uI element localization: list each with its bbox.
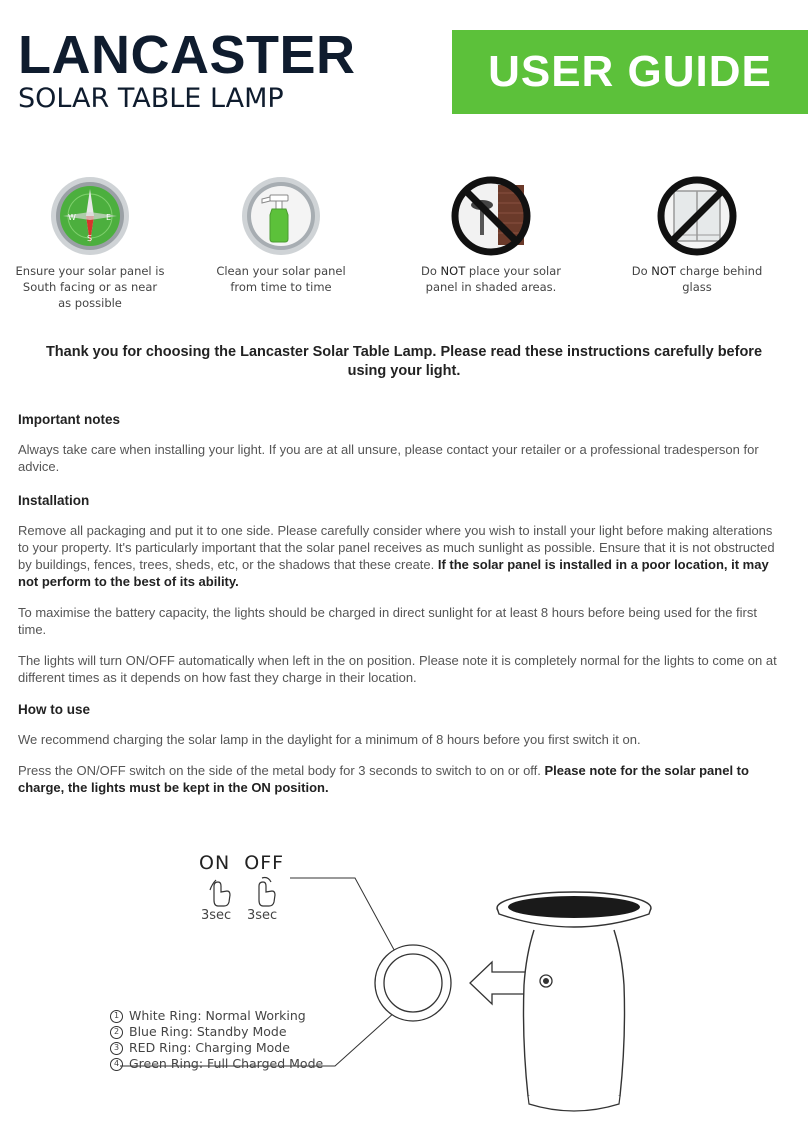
tip-caption: Clean your solar panel from time to time bbox=[216, 264, 346, 294]
installation-p3: The lights will turn ON/OFF automatically when left in the on position. Please note it is completely normal for the lights to come on at different times as it depends on how fast they charge in their location. bbox=[18, 653, 777, 685]
tip-south-facing bbox=[15, 175, 165, 311]
installation-heading: Installation bbox=[18, 493, 90, 508]
compass-s: S bbox=[87, 234, 93, 243]
howto-heading: How to use bbox=[18, 702, 91, 717]
mode-number: 3 bbox=[110, 1042, 123, 1055]
mode-item bbox=[110, 1008, 323, 1024]
installation-p1 bbox=[18, 522, 778, 590]
spray-bottle-icon bbox=[240, 175, 322, 257]
howto-p2-bold: Please note for the solar panel to charge, the lights must be kept in the ON position. bbox=[18, 763, 749, 795]
howto-p2-text: Press the ON/OFF switch on the side of the metal body for 3 seconds to switch to on or off. bbox=[18, 763, 545, 778]
installation-p1-bold: If the solar panel is installed in a poor location, it may not perform to the best of its ability. bbox=[18, 557, 769, 589]
on-time-label: 3sec bbox=[201, 908, 232, 923]
off-label: OFF bbox=[244, 852, 285, 874]
tips-row bbox=[0, 175, 808, 325]
caption-pre: Do bbox=[631, 264, 652, 278]
arrow-icon bbox=[470, 962, 530, 1004]
installation-p2: To maximise the battery capacity, the lights should be charged in direct sunlight for at least 8 hours before being used for the first time. bbox=[18, 605, 757, 637]
caption-pre: Do bbox=[421, 264, 441, 278]
compass-e: E bbox=[106, 213, 112, 222]
installation-p1-text: Remove all packaging and put it to one side. Please carefully consider where you wish to install your light before making alterations to your property. It's particularly important that the solar panel receives as much sunlight as possible. Ensure that it is not obstructed by buildings, fences, trees, sheds, etc, or the shadows that these create. bbox=[18, 523, 775, 572]
compass-icon bbox=[49, 175, 131, 257]
mode-number: 4 bbox=[110, 1058, 123, 1071]
product-name-bold: SOLAR bbox=[18, 83, 110, 114]
caption-em: NOT bbox=[651, 264, 676, 278]
howto-p2 bbox=[18, 762, 778, 796]
caption-em: NOT bbox=[440, 264, 466, 278]
caption-post: place your solar panel in shaded areas. bbox=[425, 264, 561, 294]
instructions bbox=[18, 412, 778, 796]
solar-lamp-illustration bbox=[497, 892, 651, 1111]
mode-number: 1 bbox=[110, 1010, 123, 1023]
important-text: Always take care when installing your light. If you are at all unsure, please contact your retailer or a professional tradesperson for advice. bbox=[18, 442, 759, 474]
caption-post: charge behind glass bbox=[675, 264, 763, 294]
product-name bbox=[18, 84, 356, 114]
howto-p1: We recommend charging the solar lamp in the daylight for a minimum of 8 hours before you first switch it on. bbox=[18, 732, 641, 747]
off-time-label: 3sec bbox=[247, 908, 278, 923]
tip-caption bbox=[622, 263, 772, 295]
hand-press-icon bbox=[210, 880, 230, 906]
product-name-rest: TABLE LAMP bbox=[109, 83, 284, 114]
brand-title: LANCASTER bbox=[18, 25, 356, 85]
mode-text: Green Ring: Full Charged Mode bbox=[129, 1056, 324, 1071]
tip-caption: Ensure your solar panel is South facing or as near as possible bbox=[15, 264, 165, 310]
compass-w: W bbox=[68, 213, 76, 222]
tip-no-glass bbox=[622, 175, 772, 295]
mode-number: 2 bbox=[110, 1026, 123, 1039]
mode-text: RED Ring: Charging Mode bbox=[129, 1040, 290, 1055]
tip-no-shade bbox=[416, 175, 566, 295]
mode-text: Blue Ring: Standby Mode bbox=[129, 1024, 287, 1039]
ring-mode-list bbox=[110, 1008, 323, 1072]
on-label: ON bbox=[199, 852, 231, 874]
mode-text: White Ring: Normal Working bbox=[129, 1008, 306, 1023]
tip-clean-panel bbox=[206, 175, 356, 295]
glass-prohibited-icon bbox=[656, 175, 738, 257]
switch-ring-inner bbox=[384, 954, 442, 1012]
mode-item bbox=[110, 1024, 323, 1040]
intro-text: Thank you for choosing the Lancaster Solar Table Lamp. Please read these instructions carefully before using your light. bbox=[45, 344, 763, 379]
shade-prohibited-icon bbox=[450, 175, 532, 257]
hand-press-icon bbox=[259, 878, 275, 907]
mode-item bbox=[110, 1040, 323, 1056]
user-guide-banner: USER GUIDE bbox=[452, 30, 808, 114]
important-heading: Important notes bbox=[18, 412, 121, 427]
tip-caption bbox=[416, 263, 566, 295]
brand-block bbox=[18, 25, 356, 114]
mode-item bbox=[110, 1056, 323, 1072]
lamp-diagram bbox=[0, 840, 808, 1143]
